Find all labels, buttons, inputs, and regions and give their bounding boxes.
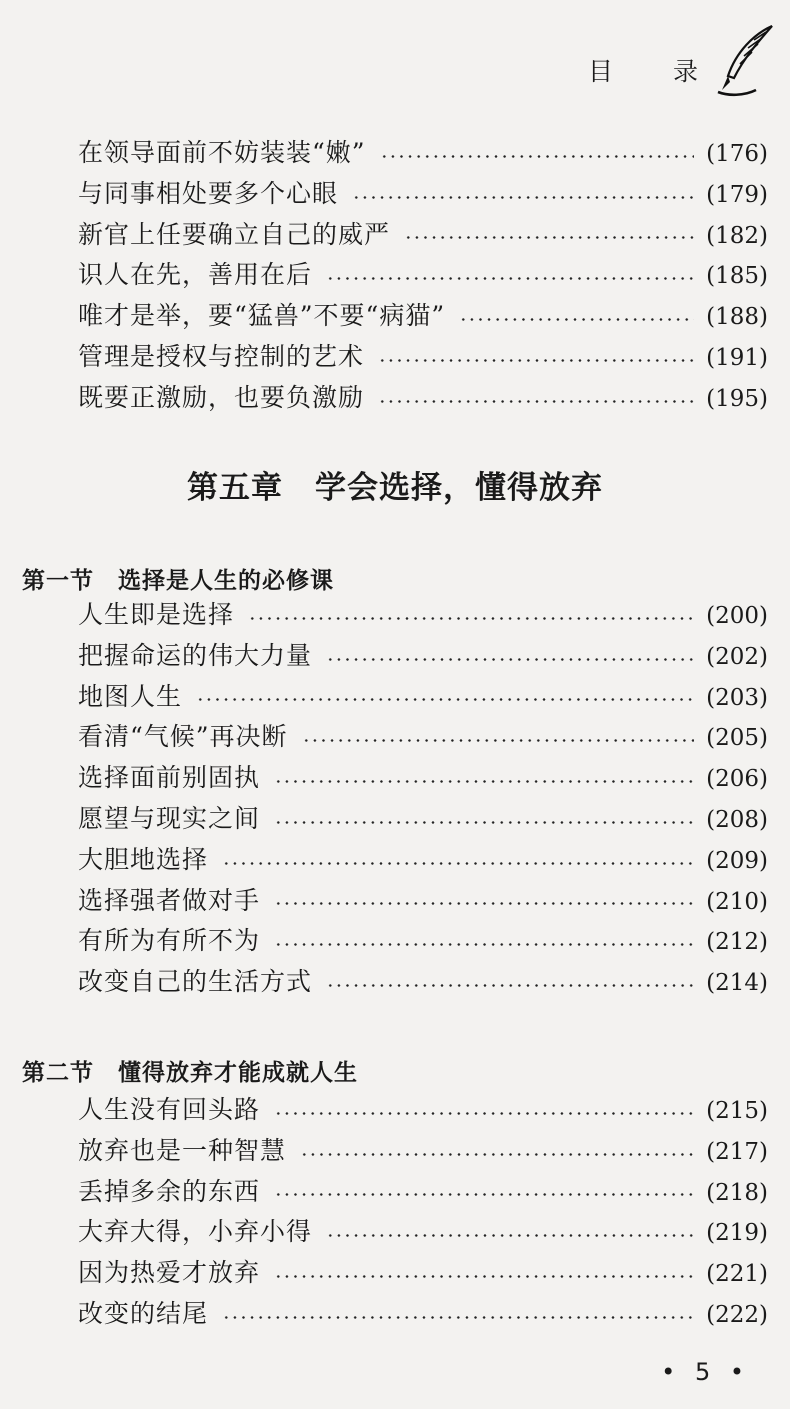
toc-entry[interactable] <box>78 133 768 174</box>
toc-entry-title: 识人在先，善用在后 <box>78 260 313 290</box>
toc-entry-page: (195) <box>706 385 768 412</box>
toc-entry-title: 既要正激励，也要负激励 <box>78 382 365 412</box>
dot-leader <box>302 739 695 742</box>
toc-entry-title: 看清“气候”再决断 <box>78 722 288 752</box>
chapter-title[interactable]: 第五章 学会选择，懂得放弃 <box>187 470 603 506</box>
toc-entry-page: (188) <box>706 304 768 331</box>
section-entry-list <box>78 595 768 1003</box>
toc-entry-page: (210) <box>706 888 768 915</box>
dot-leader <box>300 1153 694 1156</box>
toc-entry[interactable] <box>78 1131 768 1172</box>
toc-entry-page: (191) <box>706 344 768 371</box>
toc-entry-page: (182) <box>706 222 768 249</box>
toc-entry-page: (205) <box>706 725 768 752</box>
toc-entry-title: 在领导面前不妨装装“嫩” <box>78 138 366 167</box>
toc-entry-title: 大弃大得，小弃小得 <box>78 1217 313 1247</box>
toc-entry-title: 有所为有所不为 <box>78 926 261 956</box>
toc-entry[interactable] <box>78 717 768 758</box>
dot-leader <box>222 1316 694 1319</box>
quill-pen-icon <box>714 24 776 98</box>
toc-entry-page: (203) <box>706 684 768 711</box>
dot-leader <box>326 1234 694 1237</box>
toc-entry-title: 新官上任要确立自己的威严 <box>78 219 391 249</box>
toc-entry[interactable] <box>78 255 768 296</box>
dot-leader <box>196 698 694 701</box>
toc-entry-page: (219) <box>706 1220 768 1247</box>
toc-entry[interactable] <box>78 840 768 881</box>
toc-entry-title: 丢掉多余的东西 <box>78 1176 261 1206</box>
toc-entry[interactable] <box>78 174 768 215</box>
toc-entry-page: (212) <box>706 929 768 956</box>
toc-entry-page: (200) <box>706 603 768 629</box>
toc-entry-page: (218) <box>706 1179 768 1206</box>
toc-entry[interactable] <box>78 758 768 799</box>
toc-entry-title: 把握命运的伟大力量 <box>78 640 313 670</box>
dot-leader <box>326 984 694 987</box>
toc-entry-page: (185) <box>706 263 768 290</box>
toc-entry-page: (222) <box>706 1301 768 1328</box>
dot-leader <box>274 943 694 946</box>
toc-entry-title: 管理是授权与控制的艺术 <box>78 341 365 371</box>
dot-leader <box>222 862 694 865</box>
toc-entry-title: 人生没有回头路 <box>78 1095 261 1124</box>
toc-entry-title: 选择强者做对手 <box>78 885 261 915</box>
toc-entry[interactable] <box>78 799 768 840</box>
toc-entry[interactable] <box>78 1172 768 1213</box>
page-number: • 5 • <box>661 1358 750 1386</box>
dot-leader <box>248 617 694 620</box>
dot-leader <box>378 359 694 362</box>
section-entry-list <box>78 1090 768 1335</box>
dot-leader <box>404 236 694 239</box>
toc-entry[interactable] <box>78 1090 768 1131</box>
toc-entry-page: (214) <box>706 970 768 997</box>
dot-leader <box>326 277 694 280</box>
dot-leader <box>378 400 694 403</box>
toc-entry-page: (206) <box>706 766 768 793</box>
toc-entry[interactable] <box>78 962 768 1003</box>
toc-entry-title: 放弃也是一种智慧 <box>78 1135 287 1165</box>
toc-entry-page: (176) <box>706 141 768 167</box>
toc-entry-title: 大胆地选择 <box>78 844 209 874</box>
toc-entry-title: 与同事相处要多个心眼 <box>78 178 339 208</box>
dot-leader <box>274 1193 694 1196</box>
toc-entry-title: 选择面前别固执 <box>78 763 261 793</box>
toc-entry[interactable] <box>78 1253 768 1294</box>
toc-entry-title: 因为热爱才放弃 <box>78 1258 261 1288</box>
dot-leader <box>274 821 694 824</box>
section-heading[interactable]: 第二节 懂得放弃才能成就人生 <box>22 1060 358 1086</box>
toc-entry[interactable] <box>78 677 768 718</box>
toc-entry-page: (202) <box>706 643 768 670</box>
toc-entry[interactable] <box>78 1212 768 1253</box>
toc-entry[interactable] <box>78 215 768 256</box>
toc-entry[interactable] <box>78 921 768 962</box>
toc-entry[interactable] <box>78 595 768 636</box>
toc-entry-page: (208) <box>706 806 768 833</box>
dot-leader <box>326 658 694 661</box>
dot-leader <box>459 318 694 321</box>
top-entry-list <box>78 133 768 419</box>
section-heading[interactable]: 第一节 选择是人生的必修课 <box>22 568 334 594</box>
toc-entry[interactable] <box>78 881 768 922</box>
toc-entry-title: 地图人生 <box>78 681 183 711</box>
toc-entry-title: 人生即是选择 <box>78 600 235 629</box>
toc-entry-page: (215) <box>706 1098 768 1124</box>
dot-leader <box>274 902 694 905</box>
dot-leader <box>274 1112 694 1115</box>
toc-entry-page: (217) <box>706 1138 768 1165</box>
toc-entry-page: (221) <box>706 1261 768 1288</box>
toc-entry[interactable] <box>78 378 768 419</box>
toc-entry-page: (179) <box>706 181 768 208</box>
toc-entry[interactable] <box>78 296 768 337</box>
dot-leader <box>352 196 694 199</box>
toc-header-label: 目 录 <box>588 57 724 86</box>
dot-leader <box>380 155 695 158</box>
toc-entry-title: 愿望与现实之间 <box>78 803 261 833</box>
dot-leader <box>274 780 694 783</box>
toc-entry[interactable] <box>78 337 768 378</box>
toc-entry-title: 改变自己的生活方式 <box>78 967 313 997</box>
toc-entry-title: 改变的结尾 <box>78 1298 209 1328</box>
toc-entry[interactable] <box>78 636 768 677</box>
dot-leader <box>274 1275 694 1278</box>
toc-entry-page: (209) <box>706 847 768 874</box>
toc-entry[interactable] <box>78 1294 768 1335</box>
toc-entry-title: 唯才是举，要“猛兽”不要“病猫” <box>78 301 446 331</box>
